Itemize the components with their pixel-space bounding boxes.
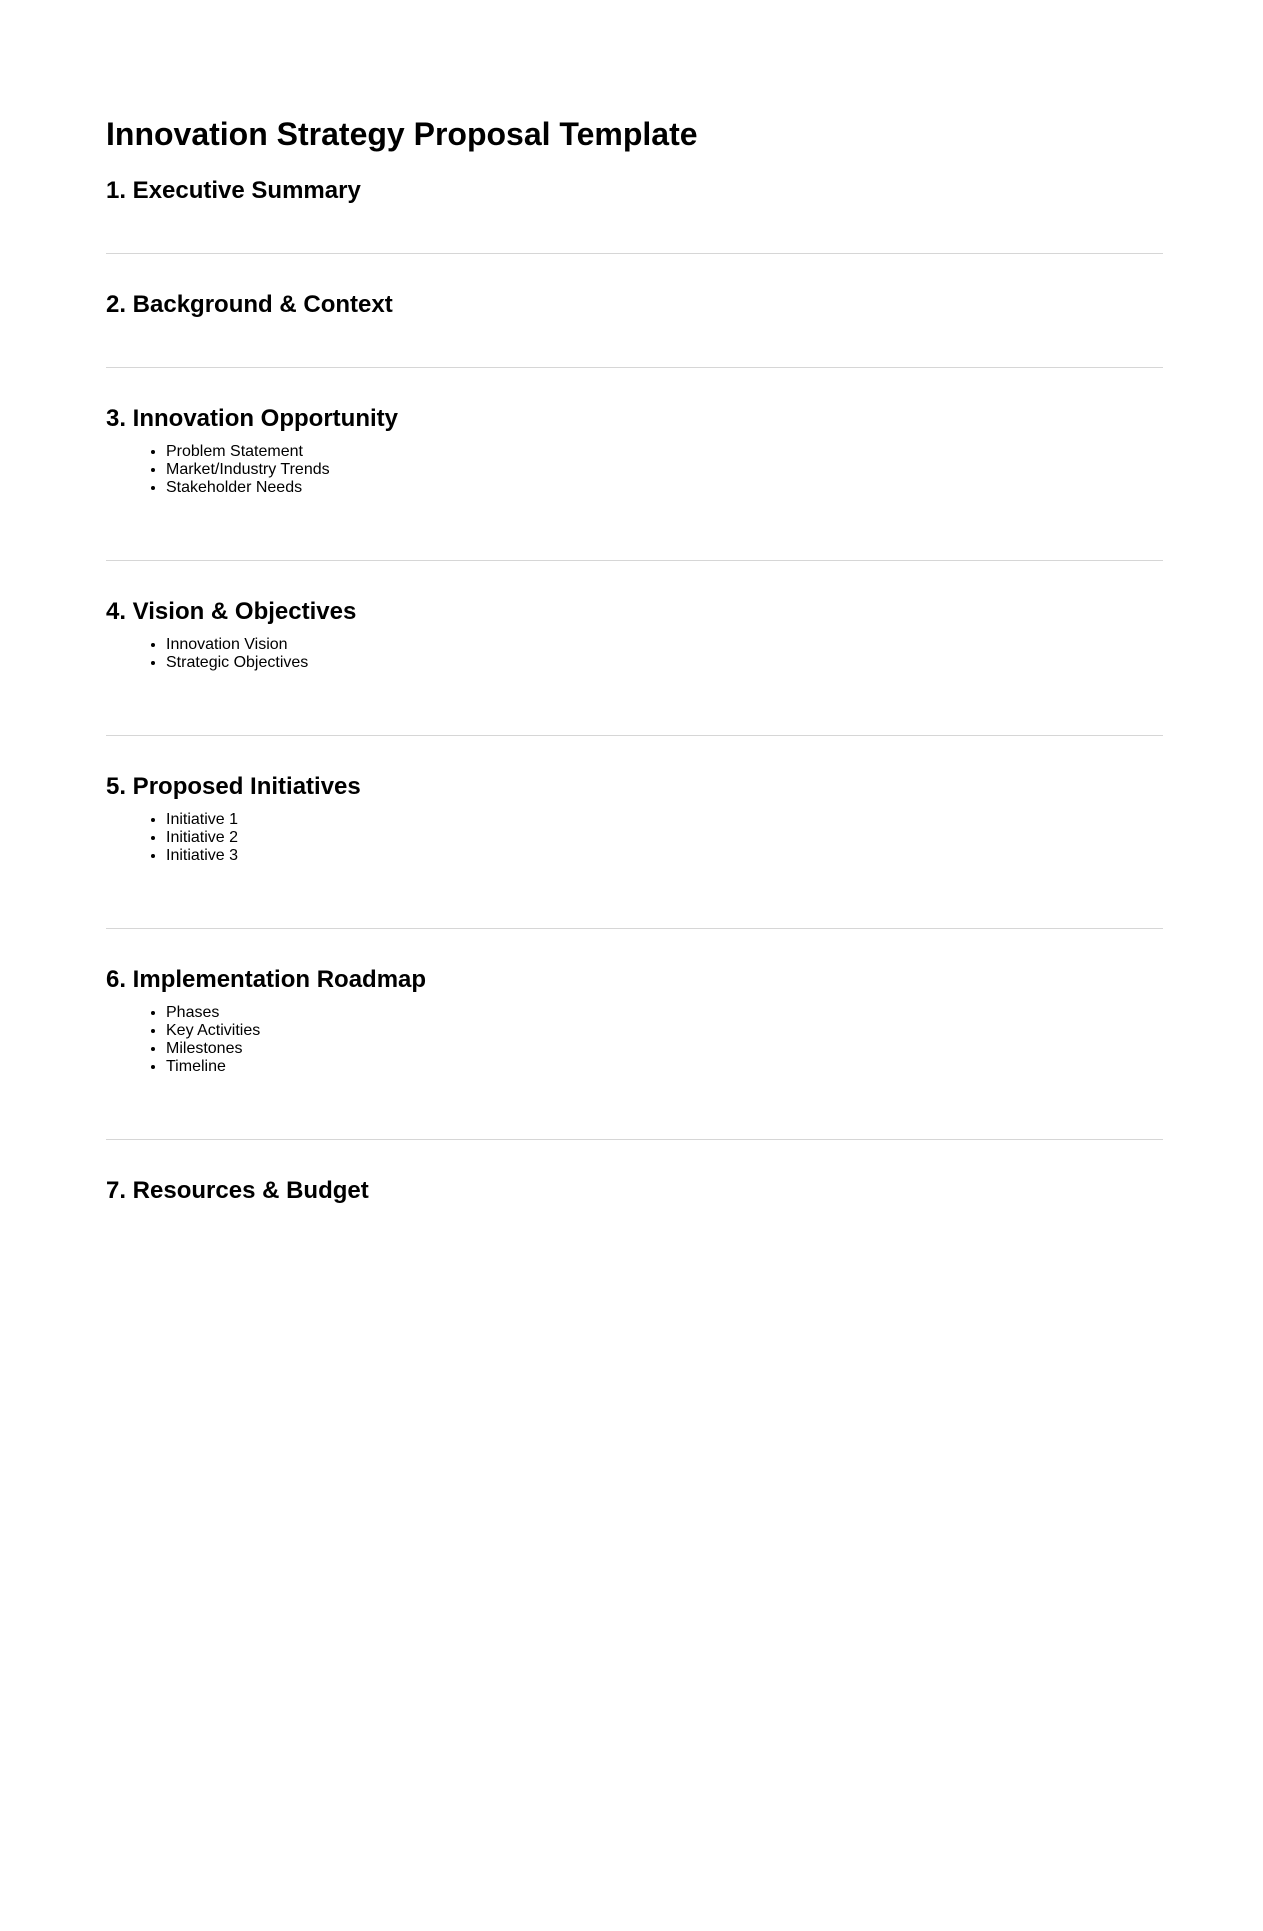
section-heading: 1. Executive Summary [106, 177, 361, 204]
section-implementation-roadmap [106, 965, 1163, 1076]
section-heading: 7. Resources & Budget [106, 1177, 369, 1204]
section-divider [106, 367, 1163, 368]
section-divider [106, 253, 1163, 254]
section-heading: 6. Implementation Roadmap [106, 966, 427, 993]
list-item: • Market/Industry Trends [166, 461, 1163, 479]
list-item: • Phases [166, 1004, 1163, 1022]
section-divider [106, 1139, 1163, 1140]
list-item: • Innovation Vision [166, 636, 1163, 654]
section-vision-objectives [106, 597, 1163, 672]
section-proposed-initiatives [106, 772, 1163, 865]
section-background-context [106, 290, 1163, 320]
section-bullet-list [106, 1004, 1163, 1076]
list-item: • Milestones [166, 1040, 1163, 1058]
section-divider [106, 560, 1163, 561]
section-bullet-list [106, 811, 1163, 865]
section-resources-budget [106, 1176, 1163, 1206]
list-item: • Problem Statement [166, 443, 1163, 461]
list-item: • Initiative 2 [166, 829, 1163, 847]
section-bullet-list [106, 443, 1163, 497]
list-item: • Key Activities [166, 1022, 1163, 1040]
section-heading: 4. Vision & Objectives [106, 598, 357, 625]
section-executive-summary [106, 176, 1163, 206]
section-divider [106, 928, 1163, 929]
list-item: • Initiative 3 [166, 847, 1163, 865]
section-innovation-opportunity [106, 404, 1163, 497]
list-item: • Strategic Objectives [166, 654, 1163, 672]
document-title: Innovation Strategy Proposal Template [106, 116, 698, 152]
section-divider [106, 735, 1163, 736]
section-heading: 2. Background & Context [106, 291, 393, 318]
document-body [106, 114, 1163, 1206]
section-heading: 3. Innovation Opportunity [106, 405, 398, 432]
list-item: • Stakeholder Needs [166, 479, 1163, 497]
list-item: • Timeline [166, 1058, 1163, 1076]
section-heading: 5. Proposed Initiatives [106, 773, 361, 800]
list-item: • Initiative 1 [166, 811, 1163, 829]
section-bullet-list [106, 636, 1163, 672]
